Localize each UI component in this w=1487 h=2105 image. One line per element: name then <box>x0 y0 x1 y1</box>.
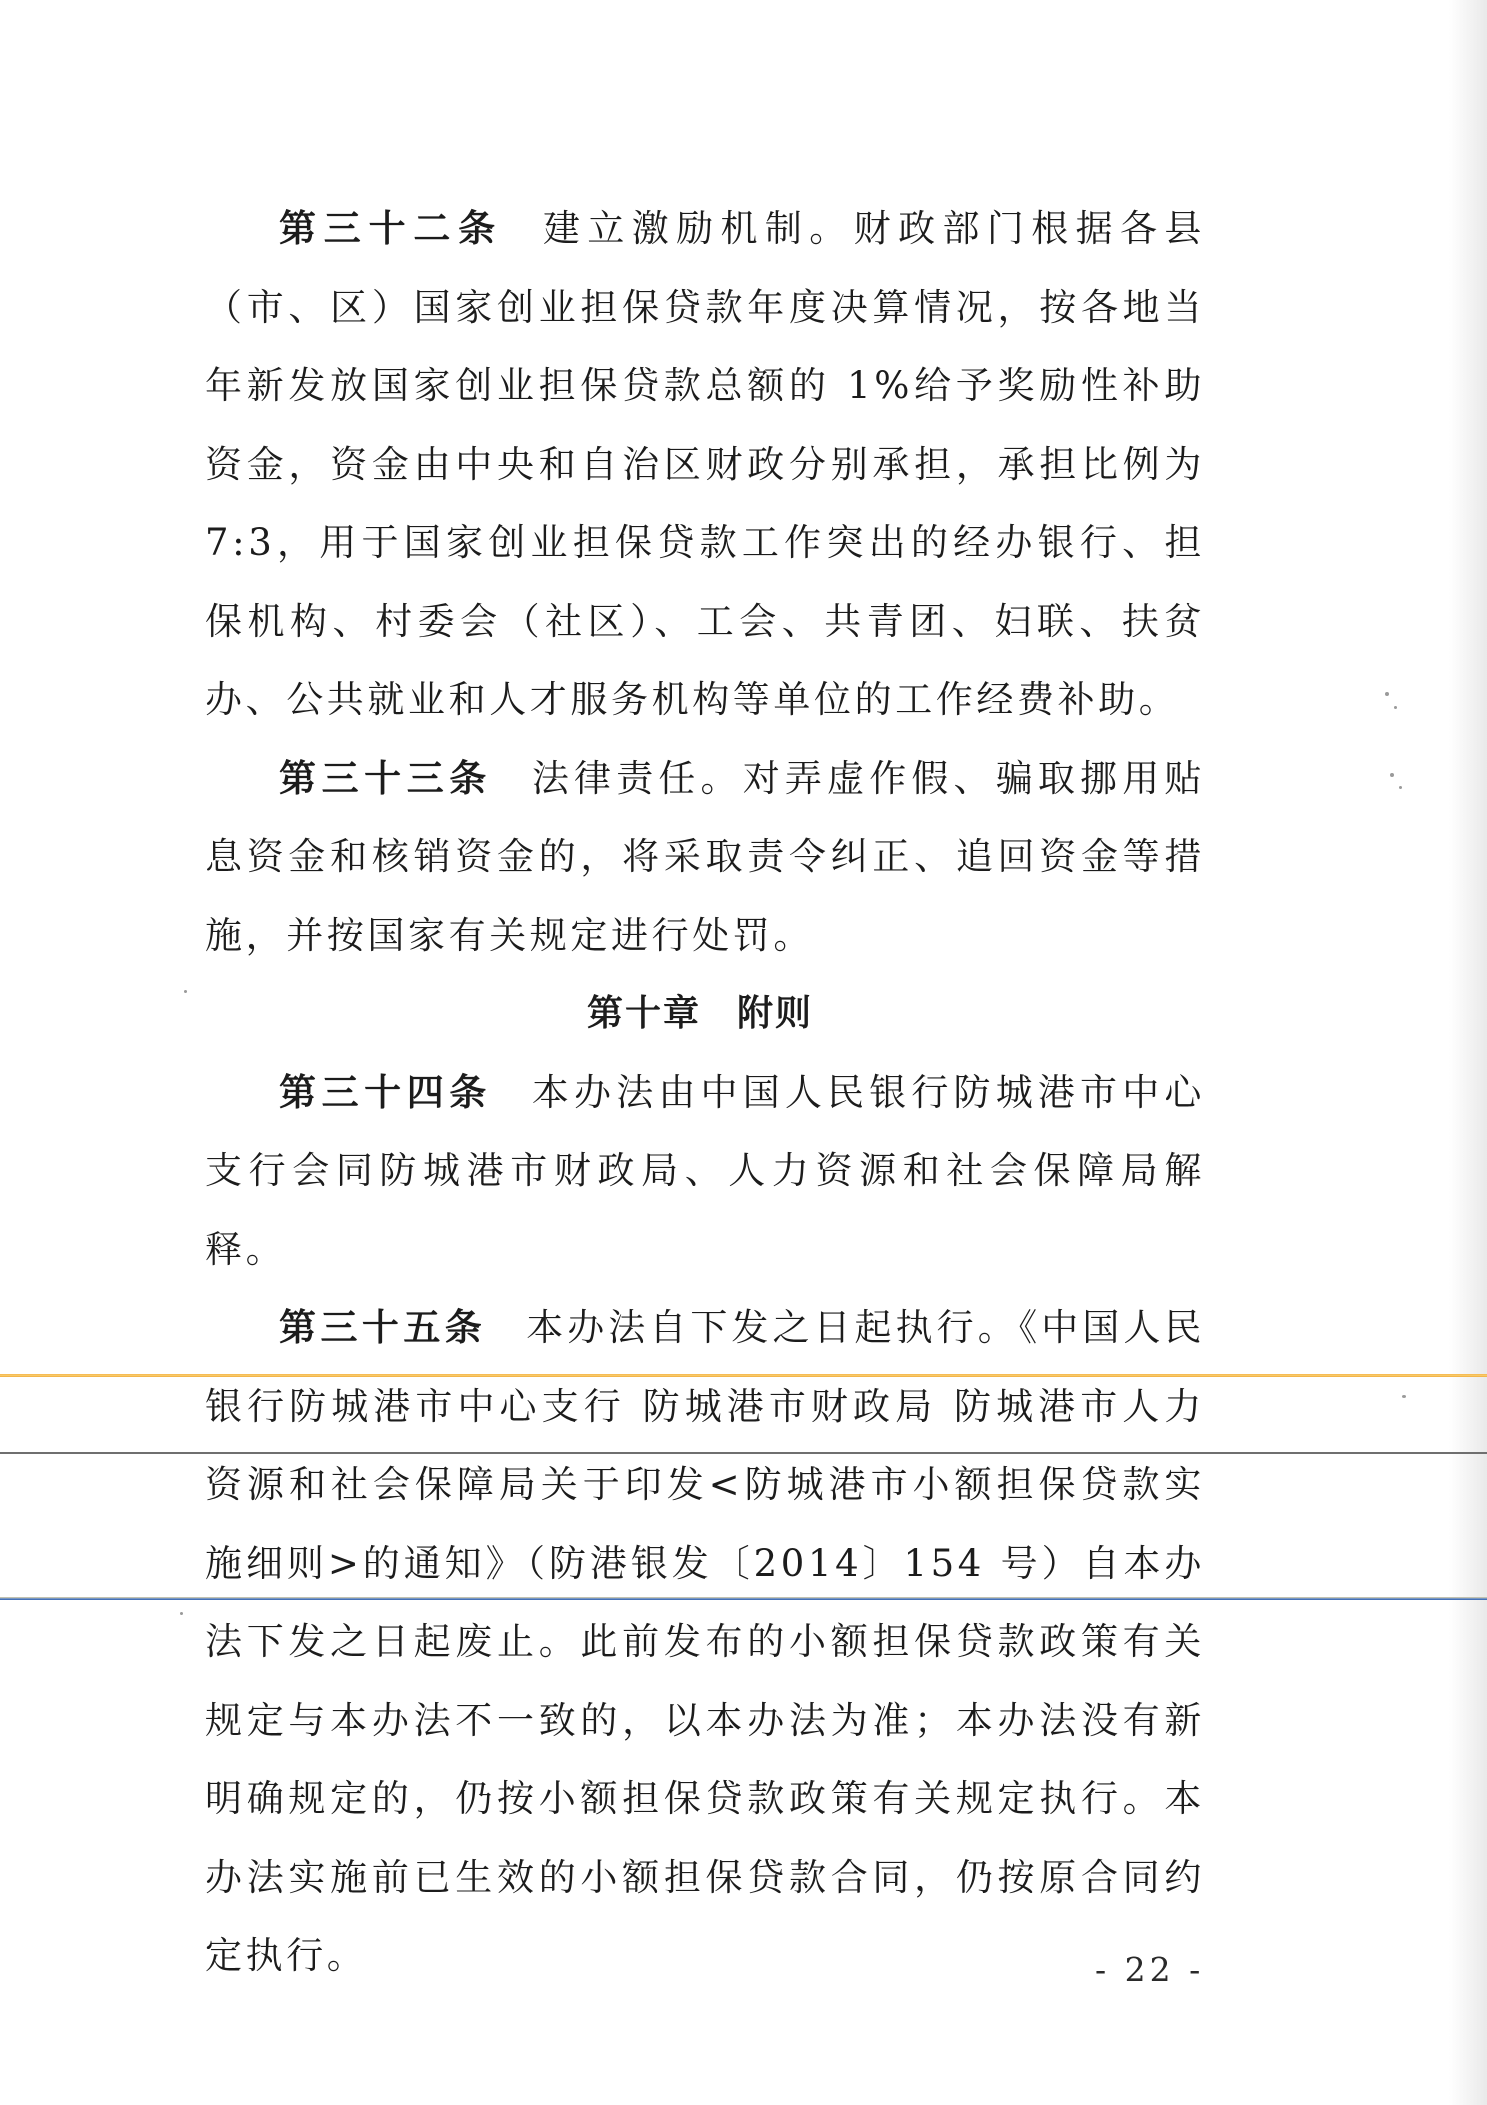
article-32-text: 建立激励机制。财政部门根据各县（市、区）国家创业担保贷款年度决算情况，按各地当年新发放国家创业担保贷款总额的 1%给予奖励性补助资金，资金由中央和自治区财政分别承担，承担比例为 7:3，用于国家创业担保贷款工作突出的经办银行、担保机构、村委会（社区）、工会、共青团、妇联、扶贫办、公共就业和人才服务机构等单位的工作经费补助。 <box>205 207 1206 721</box>
article-34-paragraph <box>205 1054 1205 1290</box>
chapter-heading <box>205 975 1205 1054</box>
article-35-heading: 第三十五条 <box>279 1306 487 1349</box>
scan-edge-shadow <box>1449 0 1487 2105</box>
scan-speck <box>1394 706 1397 709</box>
scan-speck <box>1390 773 1394 777</box>
article-35-paragraph <box>205 1289 1205 1996</box>
document-body <box>205 190 1205 1996</box>
chapter-title: 附则 <box>737 993 814 1034</box>
scan-speck <box>184 990 187 993</box>
article-33-text: 法律责任。对弄虚作假、骗取挪用贴息资金和核销资金的，将采取责令纠正、追回资金等措施，并按国家有关规定进行处罚。 <box>205 756 1206 957</box>
article-34-text: 本办法由中国人民银行防城港市中心支行会同防城港市财政局、人力资源和社会保障局解释。 <box>205 1070 1206 1271</box>
article-35-text: 本办法自下发之日起执行。《中国人民银行防城港市中心支行 防城港市财政局 防城港市人力资源和社会保障局关于印发<防城港市小额担保贷款实施细则>的通知》（防港银发〔2014〕154 号）自本办法下发之日起废止。此前发布的小额担保贷款政策有关规定与本办法不一致的，以本办法为准；本办法没有新明确规定的，仍按小额担保贷款政策有关规定执行。本办法实施前已生效的小额担保贷款合同，仍按原合同约定执行。 <box>205 1306 1206 1977</box>
article-33-paragraph <box>205 740 1205 976</box>
article-33-heading: 第三十三条 <box>279 756 492 800</box>
article-32-heading: 第三十二条 <box>279 207 503 250</box>
page-number: - 22 - <box>1095 1950 1205 1989</box>
scan-speck <box>1402 1395 1406 1398</box>
scan-speck <box>180 1612 183 1615</box>
scan-speck <box>1385 692 1389 696</box>
chapter-number: 第十章 <box>586 993 701 1034</box>
scan-speck <box>1399 786 1402 789</box>
article-32-paragraph <box>205 190 1205 740</box>
article-34-heading: 第三十四条 <box>279 1070 492 1114</box>
